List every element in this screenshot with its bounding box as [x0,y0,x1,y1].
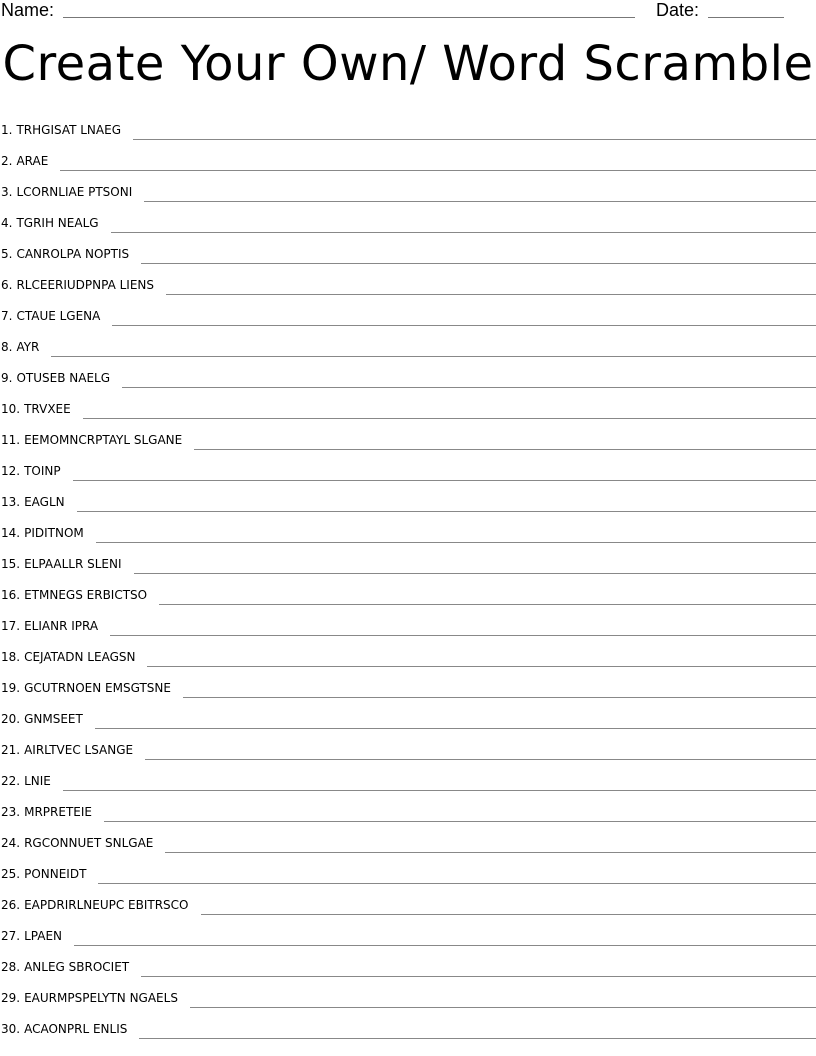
scramble-row [0,912,816,943]
scramble-row [0,943,816,974]
answer-line[interactable] [104,820,816,822]
answer-line[interactable] [133,138,816,140]
scramble-row [0,1005,816,1036]
answer-line[interactable] [110,634,816,636]
scramble-row [0,664,816,695]
scrambled-word: TRHGISAT LNAEG [16,123,121,137]
answer-line[interactable] [51,355,816,357]
scramble-row [0,478,816,509]
item-number: 21. [1,743,21,757]
scramble-row [0,633,816,664]
item-number: 3. [1,185,13,199]
scrambled-word: RLCEERIUDPNPA LIENS [16,278,155,292]
scrambled-word: AIRLTVEC LSANGE [24,743,134,757]
scramble-row [0,850,816,881]
answer-line[interactable] [60,169,816,171]
scrambled-word: PIDITNOM [24,526,84,540]
answer-line[interactable] [77,510,816,512]
item-number: 6. [1,278,13,292]
answer-line[interactable] [134,572,816,574]
item-number: 23. [1,805,21,819]
answer-line[interactable] [141,262,816,264]
scramble-row [0,261,816,292]
answer-line[interactable] [74,944,816,946]
scrambled-word: EAPDRIRLNEUPC EBITRSCO [24,898,189,912]
answer-line[interactable] [147,665,816,667]
item-number: 12. [1,464,21,478]
scrambled-word: CEJATADN LEAGSN [24,650,136,664]
scrambled-word: EAGLN [24,495,65,509]
scrambled-word: EEMOMNCRPTAYL SLGANE [24,433,183,447]
scramble-row [0,509,816,540]
scramble-row [0,974,816,1005]
answer-line[interactable] [122,386,816,388]
item-number: 14. [1,526,21,540]
scramble-row [0,819,816,850]
scrambled-word: LNIE [24,774,51,788]
scrambled-word: ELPAALLR SLENI [24,557,122,571]
page-title: Create Your Own/ Word Scramble [2,36,814,92]
item-number: 28. [1,960,21,974]
answer-line[interactable] [83,417,816,419]
scrambled-word: ANLEG SBROCIET [24,960,130,974]
item-number: 26. [1,898,21,912]
scramble-row [0,788,816,819]
item-number: 8. [1,340,13,354]
answer-line[interactable] [63,789,816,791]
scrambled-word: GCUTRNOEN EMSGTSNE [24,681,171,695]
scramble-row [0,447,816,478]
scramble-row [0,106,816,137]
scrambled-word: TGRIH NEALG [16,216,99,230]
scramble-row [0,385,816,416]
scramble-row [0,757,816,788]
scramble-list [0,106,816,1036]
scramble-row [0,726,816,757]
item-number: 9. [1,371,13,385]
scramble-row [0,695,816,726]
scrambled-word: LPAEN [24,929,63,943]
scrambled-word: EAURMPSPELYTN NGAELS [24,991,178,1005]
item-number: 16. [1,588,21,602]
item-number: 11. [1,433,21,447]
item-number: 17. [1,619,21,633]
name-answer-line[interactable] [63,17,635,18]
scrambled-word: ETMNEGS ERBICTSO [24,588,148,602]
item-number: 24. [1,836,21,850]
item-number: 18. [1,650,21,664]
scrambled-word: GNMSEET [24,712,83,726]
scrambled-word: ARAE [16,154,49,168]
scramble-row [0,137,816,168]
item-number: 5. [1,247,13,261]
scrambled-word: RGCONNUET SNLGAE [24,836,154,850]
answer-line[interactable] [96,541,816,543]
item-number: 15. [1,557,21,571]
scrambled-word: AYR [16,340,40,354]
item-number: 22. [1,774,21,788]
scramble-row [0,881,816,912]
answer-line[interactable] [145,758,816,760]
answer-line[interactable] [98,882,816,884]
answer-line[interactable] [73,479,816,481]
item-number: 7. [1,309,13,323]
scramble-row [0,323,816,354]
scramble-row [0,292,816,323]
answer-line[interactable] [183,696,816,698]
item-number: 13. [1,495,21,509]
scrambled-word: TOINP [24,464,61,478]
item-number: 2. [1,154,13,168]
scrambled-word: ACAONPRL ENLIS [24,1022,128,1036]
item-number: 10. [1,402,21,416]
scrambled-word: PONNEIDT [24,867,87,881]
scramble-row [0,416,816,447]
scrambled-word: MRPRETEIE [24,805,92,819]
scrambled-word: ELIANR IPRA [24,619,99,633]
date-answer-line[interactable] [708,17,784,18]
item-number: 25. [1,867,21,881]
scramble-row [0,602,816,633]
answer-line[interactable] [139,1037,816,1039]
scramble-row [0,168,816,199]
answer-line[interactable] [201,913,816,915]
answer-line[interactable] [111,231,816,233]
scramble-row [0,540,816,571]
scrambled-word: OTUSEB NAELG [16,371,111,385]
item-number: 27. [1,929,21,943]
item-number: 1. [1,123,13,137]
scrambled-word: TRVXEE [24,402,71,416]
answer-line[interactable] [141,975,816,977]
answer-line[interactable] [166,293,816,295]
scramble-row [0,199,816,230]
item-number: 20. [1,712,21,726]
worksheet-header [0,0,816,22]
answer-line[interactable] [190,1006,816,1008]
scrambled-word: LCORNLIAE PTSONI [16,185,133,199]
answer-line[interactable] [95,727,816,729]
item-number: 29. [1,991,21,1005]
scramble-row [0,230,816,261]
answer-line[interactable] [194,448,816,450]
answer-line[interactable] [165,851,816,853]
item-number: 19. [1,681,21,695]
scrambled-word: CANROLPA NOPTIS [16,247,130,261]
scrambled-word: CTAUE LGENA [16,309,101,323]
name-label: Name: [1,0,55,20]
answer-line[interactable] [112,324,816,326]
scramble-row [0,354,816,385]
date-label: Date: [656,0,700,20]
scramble-row [0,571,816,602]
answer-line[interactable] [159,603,816,605]
answer-line[interactable] [144,200,816,202]
item-number: 30. [1,1022,21,1036]
item-number: 4. [1,216,13,230]
